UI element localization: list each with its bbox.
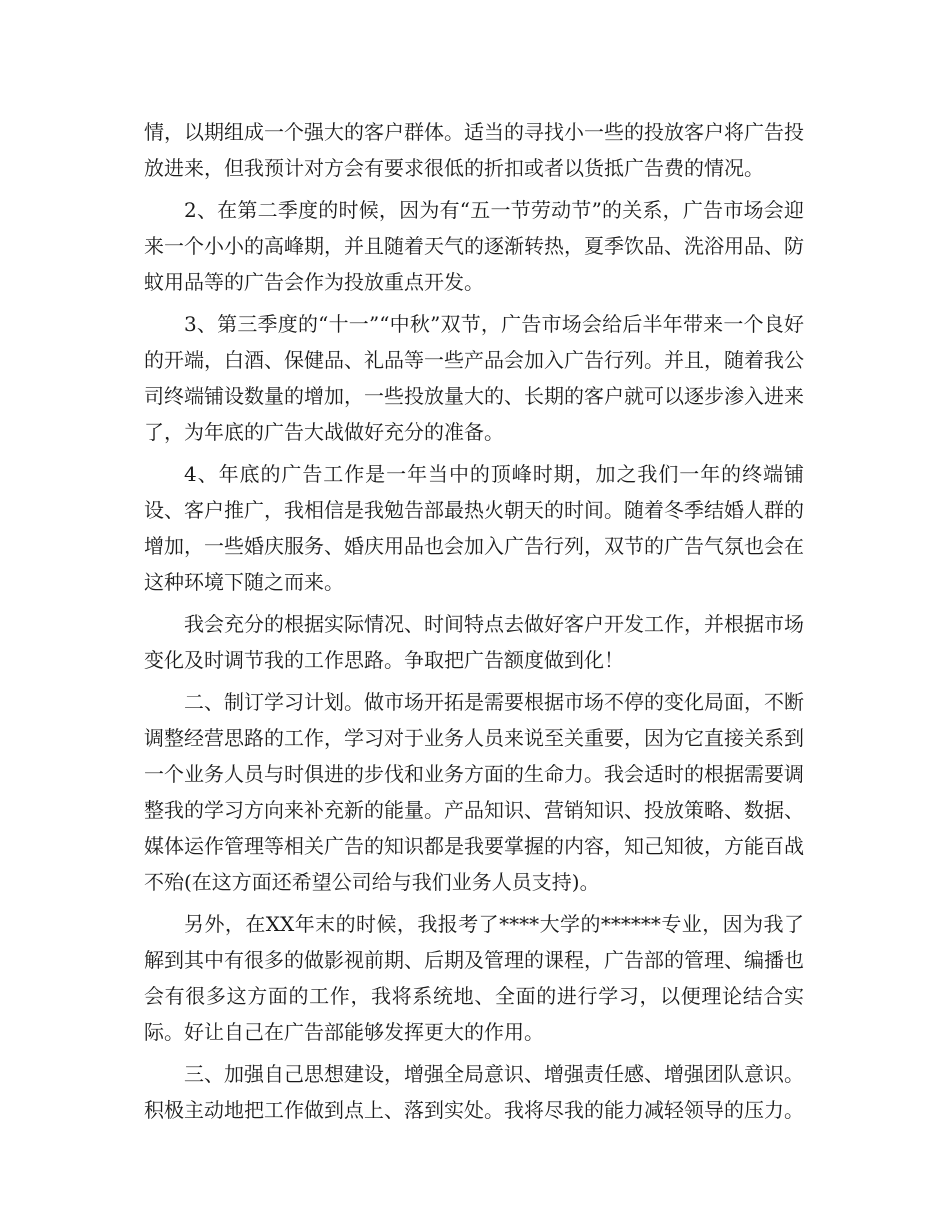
paragraph-item-2: 2、在第二季度的时候，因为有“五一节劳动节”的关系，广告市场会迎来一个小小的高峰期，并且随着天气的逐渐转热，夏季饮品、洗浴用品、防蚊用品等的广告会作为投放重点开发。 xyxy=(144,198,804,294)
document-page xyxy=(144,114,804,1128)
paragraph-item-3: 3、第三季度的“十一”“中秋”双节，广告市场会给后半年带来一个良好的开端，白酒、保健品、礼品等一些产品会加入广告行列。并且，随着我公司终端铺设数量的增加，一些投放量大的、长期的客户就可以逐步渗入进来了，为年底的广告大战做好充分的准备。 xyxy=(144,312,804,444)
paragraph-additional: 另外，在XX年末的时候，我报考了****大学的******专业，因为我了解到其中有很多的做影视前期、后期及管理的课程，广告部的管理、编播也会有很多这方面的工作，我将系统地、全面的进行学习，以便理论结合实际。好让自己在广告部能够发挥更大的作用。 xyxy=(144,912,804,1044)
paragraph-section-3: 三、加强自己思想建设，增强全局意识、增强责任感、增强团队意识。积极主动地把工作做到点上、落到实处。我将尽我的能力减轻领导的压力。 xyxy=(144,1062,804,1122)
paragraph-continuation: 情，以期组成一个强大的客户群体。适当的寻找小一些的投放客户将广告投放进来，但我预计对方会有要求很低的折扣或者以货抵广告费的情况。 xyxy=(144,120,804,180)
paragraph-summary: 我会充分的根据实际情况、时间特点去做好客户开发工作，并根据市场变化及时调节我的工作思路。争取把广告额度做到化！ xyxy=(144,612,804,672)
paragraph-section-2: 二、制订学习计划。做市场开拓是需要根据市场不停的变化局面，不断调整经营思路的工作，学习对于业务人员来说至关重要，因为它直接关系到一个业务人员与时俱进的步伐和业务方面的生命力。我会适时的根据需要调整我的学习方向来补充新的能量。产品知识、营销知识、投放策略、数据、媒体运作管理等相关广告的知识都是我要掌握的内容，知己知彼，方能百战不殆(在这方面还希望公司给与我们业务人员支持)。 xyxy=(144,690,804,894)
paragraph-item-4: 4、年底的广告工作是一年当中的顶峰时期，加之我们一年的终端铺设、客户推广，我相信是我勉告部最热火朝天的时间。随着冬季结婚人群的增加，一些婚庆服务、婚庆用品也会加入广告行列，双节的广告气氛也会在这种环境下随之而来。 xyxy=(144,462,804,594)
